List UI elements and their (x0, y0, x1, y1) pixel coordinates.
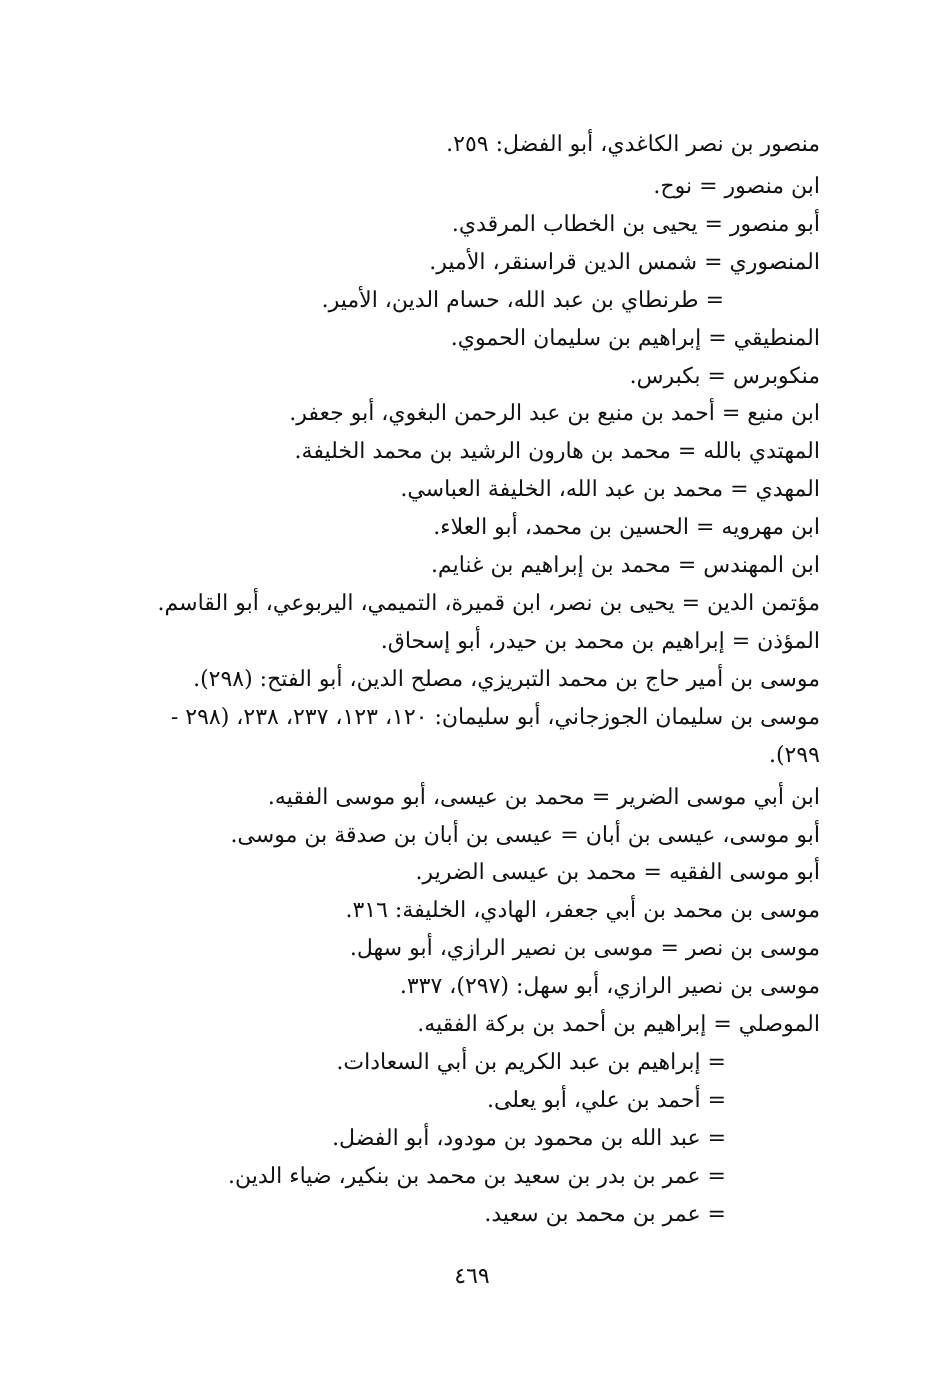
index-entry: منكوبرس = بكبرس. (629, 364, 820, 389)
index-entry: ابن مهرويه = الحسين بن محمد، أبو العلاء. (433, 515, 820, 540)
index-entry: موسى بن محمد بن أبي جعفر، الهادي، الخليفة: ٣١٦. (345, 898, 820, 923)
index-entry: موسى بن نصر = موسى بن نصير الرازي، أبو سهل. (349, 936, 820, 961)
index-entry: ابن منيع = أحمد بن منيع بن عبد الرحمن البغوي، أبو جعفر. (289, 401, 820, 426)
index-entry: مؤتمن الدين = يحيى بن نصر، ابن قميرة، التميمي، اليربوعي، أبو القاسم. (157, 591, 820, 616)
index-entry: موسى بن نصير الرازي، أبو سهل: (٢٩٧)، ٣٣٧. (399, 974, 820, 999)
index-entry-continuation: = أحمد بن علي، أبو يعلى. (486, 1088, 726, 1113)
index-entry: المهدي = محمد بن عبد الله، الخليفة العباسي. (400, 477, 820, 502)
index-entry: المهتدي بالله = محمد بن هارون الرشيد بن محمد الخليفة. (294, 439, 820, 464)
index-entry-continuation: = إبراهيم بن عبد الكريم بن أبي السعادات. (336, 1050, 726, 1075)
index-entry: ابن أبي موسى الضرير = محمد بن عيسى، أبو موسى الفقيه. (267, 785, 820, 810)
index-entry: المنصوري = شمس الدين قراسنقر، الأمير. (429, 250, 820, 275)
page-number: ٤٦٩ (454, 1264, 490, 1289)
index-entry: أبو موسى الفقيه = محمد بن عيسى الضرير. (415, 860, 820, 885)
index-entry-continuation: = عبد الله بن محمود بن مودود، أبو الفضل. (332, 1126, 726, 1151)
index-entry: ابن منصور = نوح. (653, 174, 820, 199)
index-entry-continuation: = عمر بن بدر بن سعيد بن محمد بن بنكير، ضياء الدين. (228, 1164, 726, 1189)
index-entry: منصور بن نصر الكاغدي، أبو الفضل: ٢٥٩. (446, 132, 820, 157)
index-entry: ابن المهندس = محمد بن إبراهيم بن غنايم. (430, 553, 820, 578)
index-entry-continuation: = طرنطاي بن عبد الله، حسام الدين، الأمير. (321, 288, 724, 313)
index-entry: المنطيقي = إبراهيم بن سليمان الحموي. (450, 326, 820, 351)
index-entry: المؤذن = إبراهيم بن محمد بن حيدر، أبو إسحاق. (380, 629, 820, 654)
index-entry-wrap: ٢٩٩). (768, 743, 820, 768)
index-entry: أبو منصور = يحيى بن الخطاب المرقدي. (451, 212, 820, 237)
index-entry: موسى بن أمير حاج بن محمد التبريزي، مصلح الدين، أبو الفتح: (٢٩٨). (193, 667, 820, 692)
index-entry: الموصلي = إبراهيم بن أحمد بن بركة الفقيه. (417, 1012, 820, 1037)
index-entry: أبو موسى، عيسى بن أبان = عيسى بن أبان بن صدقة بن موسى. (230, 823, 820, 848)
index-entry: موسى بن سليمان الجوزجاني، أبو سليمان: ١٢٠، ١٢٣، ٢٣٧، ٢٣٨، (٢٩٨ - (170, 705, 820, 730)
index-entry-continuation: = عمر بن محمد بن سعيد. (484, 1202, 726, 1227)
